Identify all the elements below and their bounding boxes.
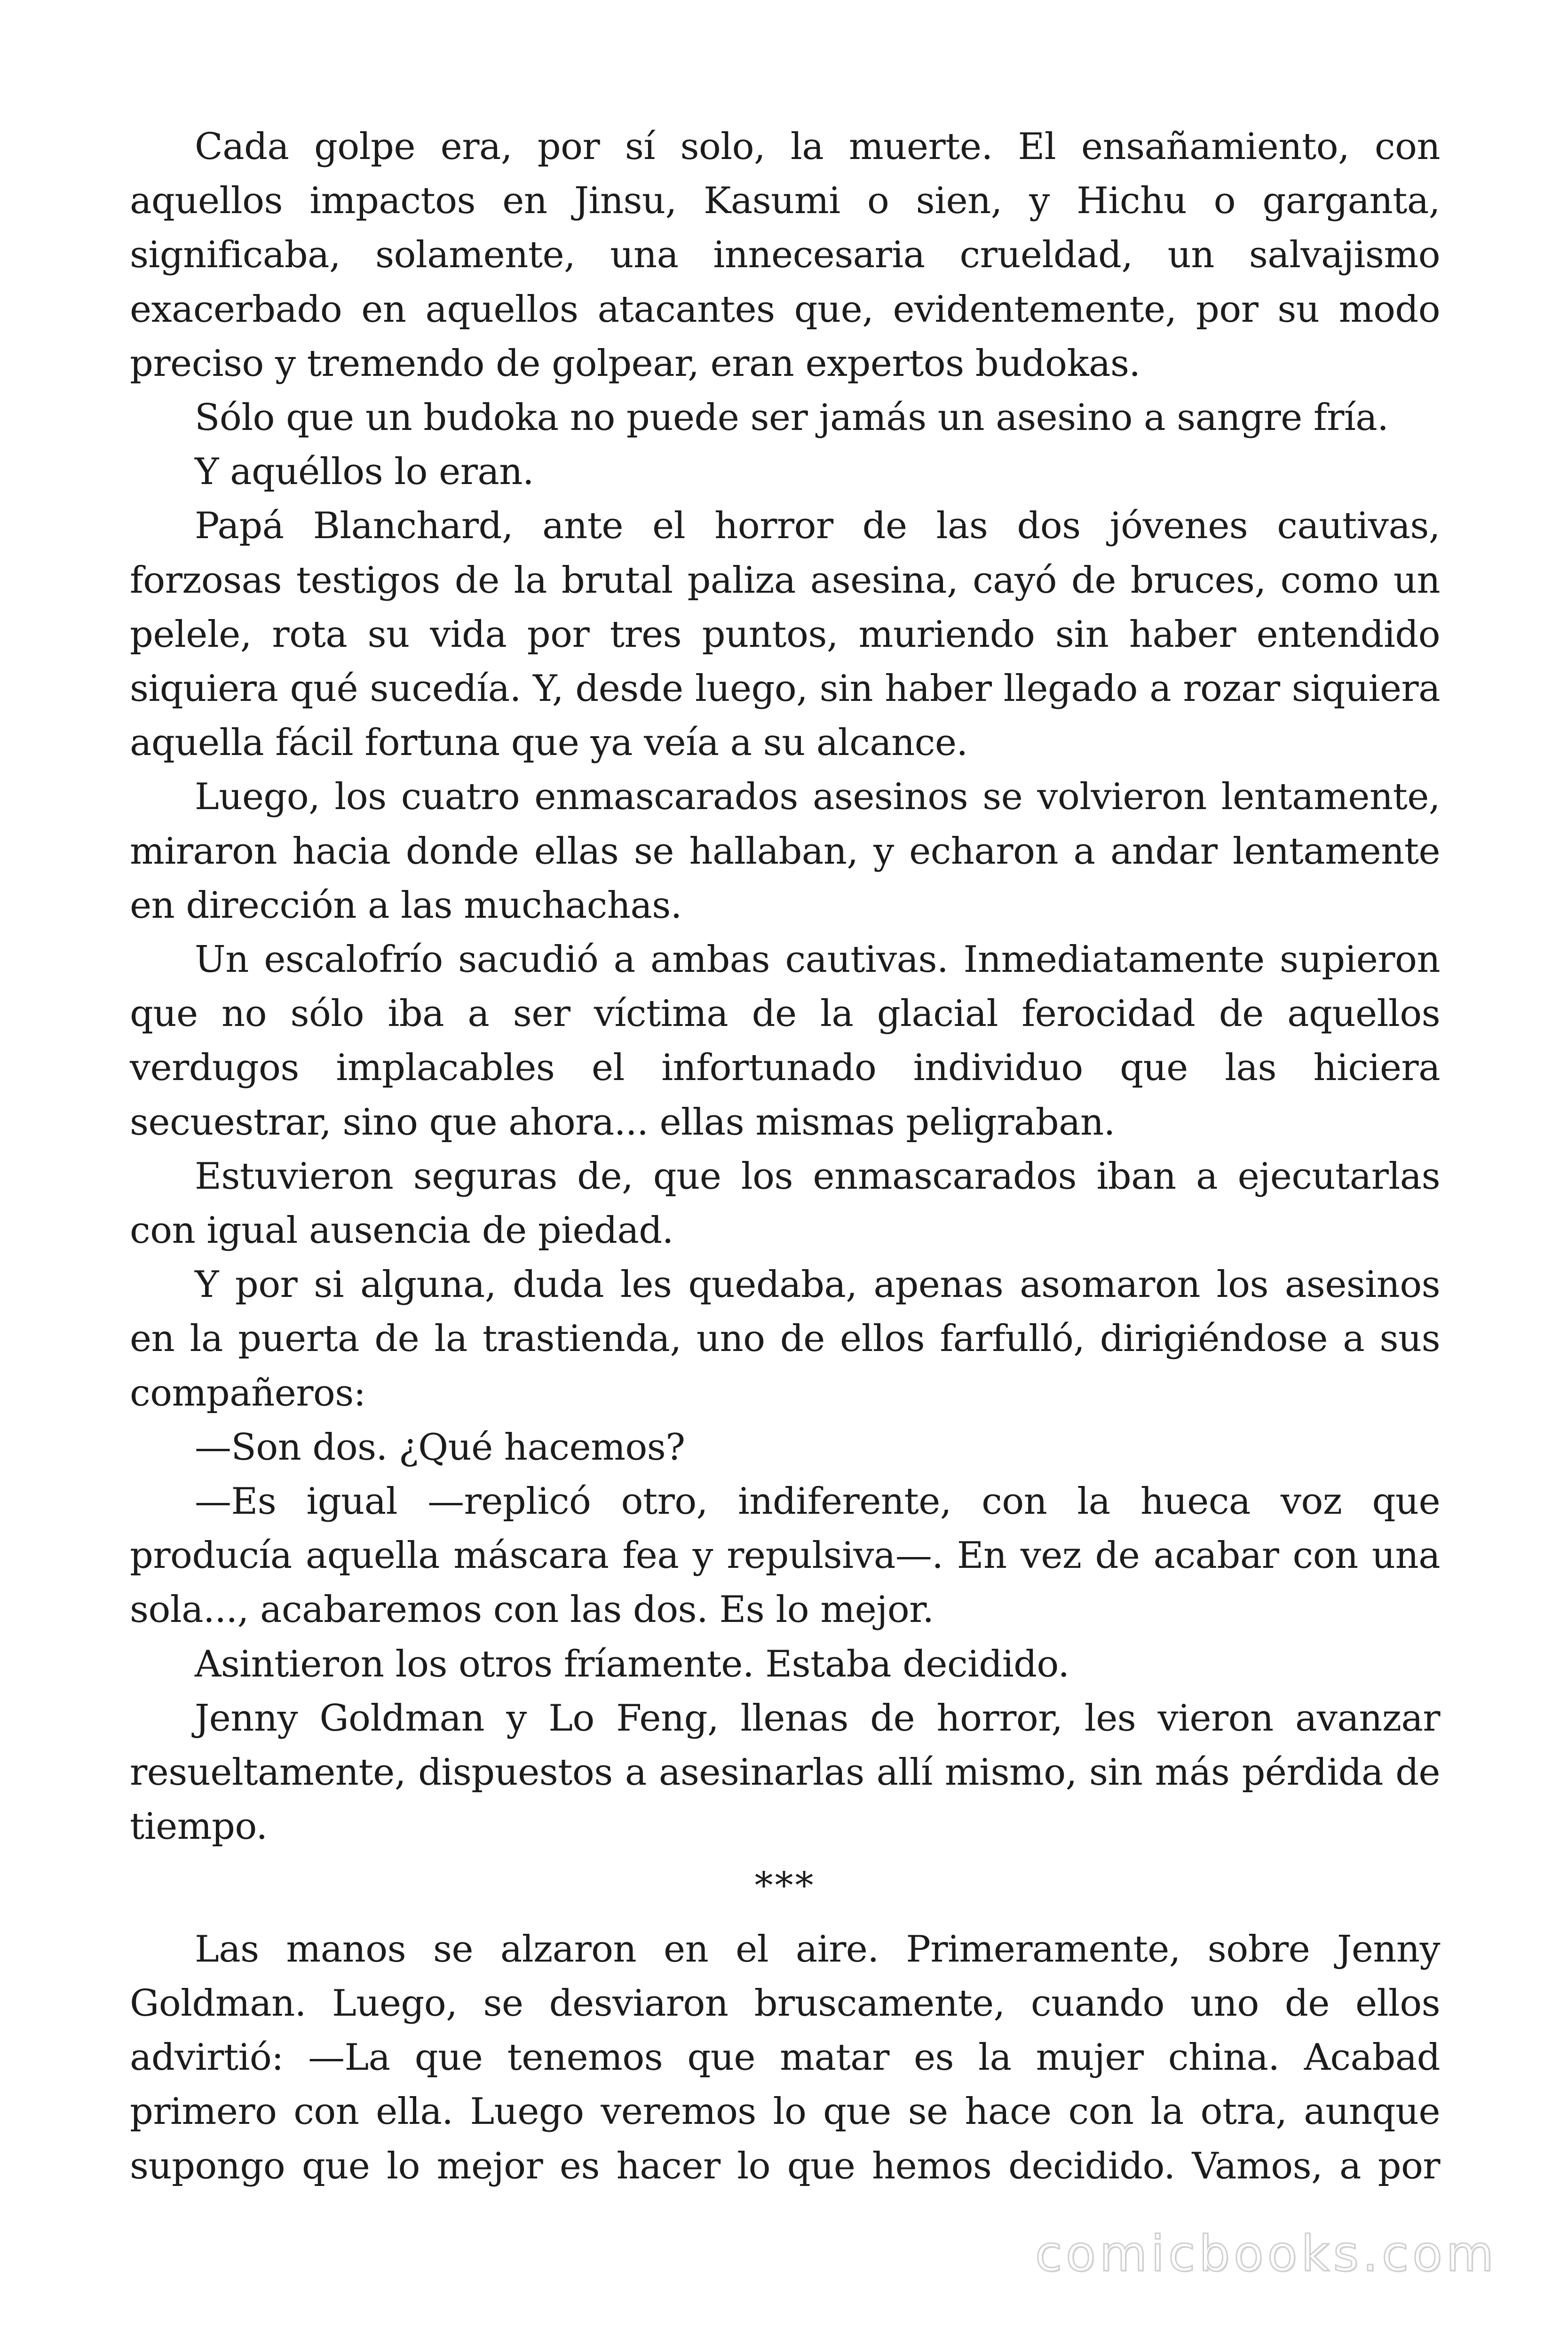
- paragraph-4: Papá Blanchard, ante el horror de las dos jóvenes cautivas, forzosas testigos de la brutal paliza asesina, cayó de bruces, como un pelele, rota su vida por tres puntos, muriendo sin haber entendido siquiera qué sucedía. Y, desde luego, sin haber llegado a rozar siquiera aquella fácil fortuna que ya veía a su alcance.: [130, 505, 1440, 764]
- paragraph-8: Y por si alguna, duda les quedaba, apenas asomaron los asesinos en la puerta de la trastienda, uno de ellos farfulló, dirigiéndose a sus compañeros:: [130, 1263, 1440, 1414]
- paragraph-12: Jenny Goldman y Lo Feng, llenas de horror, les vieron avanzar resueltamente, dispuestos a asesinarlas allí mismo, sin más pérdida de tiempo.: [130, 1697, 1440, 1848]
- watermark-logo: comicbooks.com: [1035, 2225, 1497, 2282]
- paragraph-11: Asintieron los otros fríamente. Estaba decidido.: [195, 1643, 1069, 1685]
- paragraph-7: Estuvieron seguras de, que los enmascarados iban a ejecutarlas con igual ausencia de piedad.: [130, 1155, 1440, 1252]
- dialog-line-2: —Es igual —replicó otro, indiferente, con la hueca voz que producía aquella máscara fea y repulsiva—. En vez de acabar con una sola..., acabaremos con las dos. Es lo mejor.: [130, 1480, 1440, 1631]
- paragraph-6: Un escalofrío sacudió a ambas cautivas. Inmediatamente supieron que no sólo iba a ser víctima de la glacial ferocidad de aquellos verdugos implacables el infortunado individuo que las hiciera secuestrar, sino que ahora... ellas mismas peligraban.: [130, 938, 1440, 1144]
- page-text: [130, 120, 1440, 2193]
- paragraph-after-separator: Las manos se alzaron en el aire. Primeramente, sobre Jenny Goldman. Luego, se desviaron bruscamente, cuando uno de ellos advirtió: —La que tenemos que matar es la mujer china. Acabad primero con ella. Luego veremos lo que se hace con la otra, aunque supongo que lo mejor es hacer lo que hemos decidido. Vamos, a por: [130, 1928, 1440, 2187]
- scene-separator: ***: [754, 1864, 816, 1907]
- paragraph-5: Luego, los cuatro enmascarados asesinos se volvieron lentamente, miraron hacia donde ellas se hallaban, y echaron a andar lentamente en dirección a las muchachas.: [130, 776, 1440, 927]
- paragraph-2: Sólo que un budoka no puede ser jamás un asesino a sangre fría.: [195, 397, 1389, 439]
- paragraph-1: Cada golpe era, por sí solo, la muerte. El ensañamiento, con aquellos impactos en Jinsu, Kasumi o sien, y Hichu o garganta, significaba, solamente, una innecesaria crueldad, un salvajismo exacerbado en aquellos atacantes que, evidentemente, por su modo preciso y tremendo de golpear, eran expertos budokas.: [130, 126, 1440, 385]
- dialog-line-1: —Son dos. ¿Qué hacemos?: [195, 1426, 685, 1469]
- paragraph-3: Y aquéllos lo eran.: [195, 451, 534, 493]
- book-page: [130, 0, 1440, 2352]
